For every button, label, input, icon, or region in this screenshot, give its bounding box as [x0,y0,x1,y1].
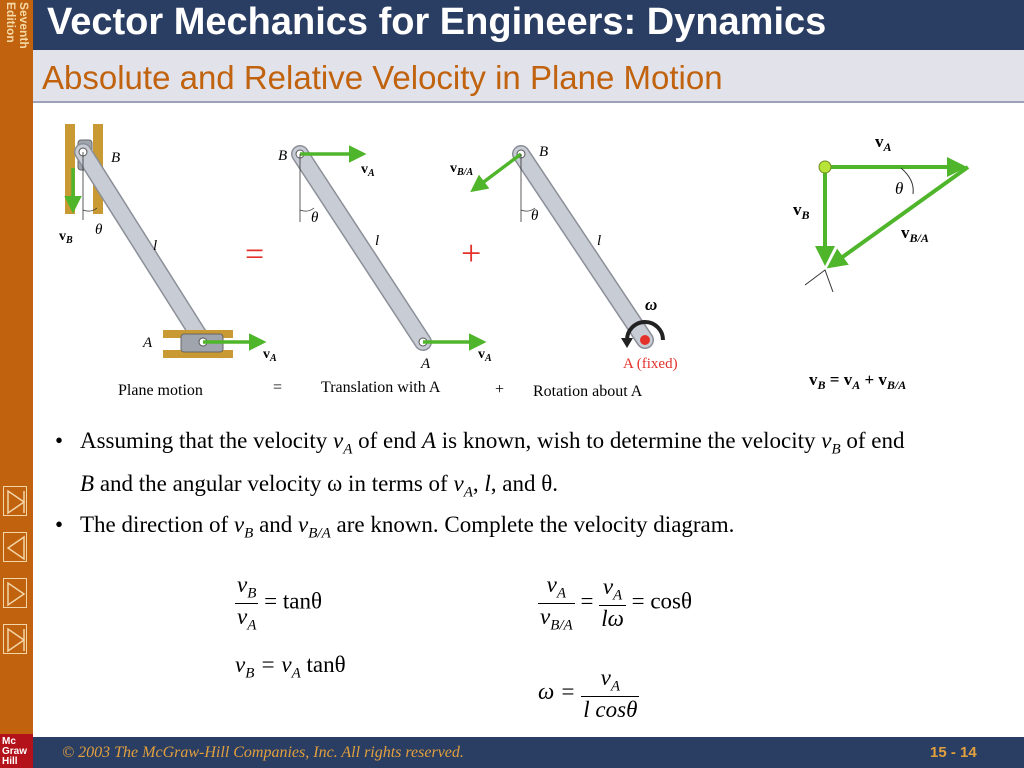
bullet-1-text: Assuming that the velocity $v_A$ of end A is known, wish to determine the velocity $v_B$ of end B and the angular velocity ω in terms of $v_A$, l, and θ. [80,428,905,501]
equation-omega: ω = $\frac{v_A}{\text{l cosθ}}$ [538,665,638,722]
last-slide-button[interactable] [3,624,27,654]
triangle-label-vA: $v_A$ [875,132,892,154]
label-B-3: B [539,144,549,160]
triangle-label-vB: $v_B$ [793,200,810,222]
edition-line-2: Edition [4,2,18,43]
first-slide-button[interactable] [3,486,27,516]
label-theta-2: θ [311,210,319,226]
next-slide-icon [4,579,28,609]
last-slide-icon [4,625,28,655]
caption-plane-motion: Plane motion [118,382,203,399]
velocity-triangle [793,132,968,392]
label-omega: ω [645,295,658,314]
rod-2 [300,154,423,342]
label-vB-1: $v_B$ [59,229,73,246]
page-title: Vector Mechanics for Engineers: Dynamics [47,1,827,43]
equation-cos-theta: $\frac{v_A}{v_{B/A}}$ = $\frac{v_A}{l\omega}$ = cosθ [540,572,692,634]
label-theta-1: θ [95,222,103,238]
motion-diagram [33,110,993,405]
triangle-label-theta: θ [895,179,904,198]
arrow-vBA [473,154,521,190]
previous-slide-icon [4,533,28,563]
caption-rotation: Rotation about A [533,383,643,400]
triangle-origin [819,161,831,173]
equation-vB-over-vA: $\frac{v_B}{v_A}$ = tanθ [237,572,322,634]
label-B-2: B [278,148,288,164]
label-B-1: B [111,150,121,166]
label-theta-3: θ [531,208,539,224]
vector-equation: $v_B = v_A + v_{B/A}$ [809,370,907,392]
first-slide-icon [4,487,28,517]
mcgraw-hill-logo: Mc Graw Hill [0,734,33,768]
label-vA-2: $v_A$ [361,162,375,179]
copyright-text: © 2003 The McGraw-Hill Companies, Inc. All rights reserved. [62,744,464,761]
edition-label [0,0,33,64]
omega-arrowhead [621,338,633,348]
caption-equals: = [273,379,283,396]
fixed-pin-A [640,335,650,345]
bullet-2-text: The direction of $v_B$ and $v_{B/A}$ are known. Complete the velocity diagram. [80,512,735,542]
label-A-2: A [421,356,431,372]
label-A-1: A [143,335,153,351]
label-vA-1: $v_A$ [263,347,277,364]
previous-slide-button[interactable] [3,532,27,562]
label-l-2: l [375,233,380,249]
label-A-fixed: A (fixed) [623,356,678,372]
label-l-3: l [597,233,602,249]
rod-3 [521,154,645,340]
page-number: 15 - 14 [930,744,977,761]
page-subtitle: Absolute and Relative Velocity in Plane Motion [42,59,723,96]
caption-plus: + [495,381,505,398]
next-slide-button[interactable] [3,578,27,608]
equation-vB: $v_B = v_A$ tanθ [235,652,346,682]
equals-sign: = [245,236,265,273]
rotation-panel [450,144,678,372]
translation-panel [278,148,492,372]
plus-sign: + [461,233,482,273]
triangle-label-vBA: $v_{B/A}$ [901,223,929,245]
label-l-1: l [153,238,158,254]
label-vBA: $v_{B/A}$ [450,161,474,178]
caption-translation: Translation with A [321,379,441,396]
rod-1 [83,152,203,342]
edition-line-1: Seventh [17,2,31,49]
triangle-corner [805,270,833,292]
label-vA-3: $v_A$ [478,347,492,364]
